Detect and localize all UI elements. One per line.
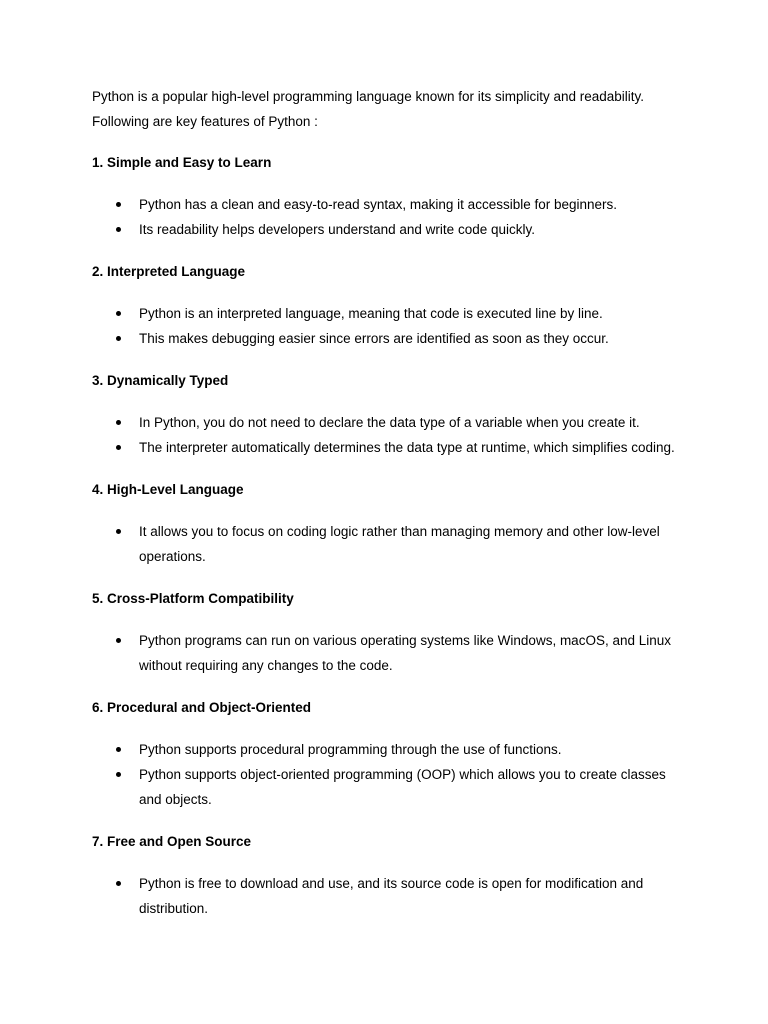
list-item [92,519,682,569]
section-heading: 7. Free and Open Source [92,834,252,849]
bullet-text: Python is an interpreted language, meaning that code is executed line by line. [139,306,603,321]
list-item [92,628,682,678]
list-item [92,737,682,762]
list-item [92,301,682,326]
list-item [92,192,682,217]
section-heading: 6. Procedural and Object-Oriented [92,700,312,715]
section-heading: 2. Interpreted Language [92,264,246,279]
bullet-list [92,519,682,569]
bullet-icon [116,747,121,752]
list-item [92,410,682,435]
bullet-list [92,871,682,921]
bullet-text: The interpreter automatically determines the data type at runtime, which simplifies coding. [139,440,675,455]
list-item [92,326,682,351]
bullet-text: Python is free to download and use, and its source code is open for modification and distribution. [139,876,644,916]
section-heading: 5. Cross-Platform Compatibility [92,591,294,606]
bullet-icon [116,445,121,450]
bullet-icon [116,529,121,534]
bullet-icon [116,420,121,425]
section-heading: 4. High-Level Language [92,482,244,497]
list-item [92,762,682,812]
bullet-text: Python supports object-oriented programming (OOP) which allows you to create classes and objects. [139,767,666,807]
bullet-text: Python programs can run on various operating systems like Windows, macOS, and Linux without requiring any changes to the code. [139,633,671,673]
bullet-list [92,192,682,242]
section-heading: 1. Simple and Easy to Learn [92,155,272,170]
bullet-text: Its readability helps developers understand and write code quickly. [139,222,535,237]
bullet-text: Python supports procedural programming through the use of functions. [139,742,562,757]
bullet-icon [116,638,121,643]
bullet-list [92,628,682,678]
bullet-icon [116,336,121,341]
bullet-list [92,737,682,812]
bullet-text: It allows you to focus on coding logic rather than managing memory and other low-level operations. [139,524,660,564]
bullet-list [92,301,682,351]
document-page [92,84,682,938]
bullet-text: This makes debugging easier since errors are identified as soon as they occur. [139,331,609,346]
section-heading: 3. Dynamically Typed [92,373,229,388]
bullet-icon [116,202,121,207]
intro-paragraph: Python is a popular high-level programming language known for its simplicity and readability. Following are key features of Python : [92,89,645,129]
list-item [92,217,682,242]
bullet-text: In Python, you do not need to declare the data type of a variable when you create it. [139,415,640,430]
bullet-text: Python has a clean and easy-to-read syntax, making it accessible for beginners. [139,197,618,212]
list-item [92,871,682,921]
list-item [92,435,682,460]
bullet-list [92,410,682,460]
bullet-icon [116,772,121,777]
bullet-icon [116,311,121,316]
bullet-icon [116,881,121,886]
bullet-icon [116,227,121,232]
